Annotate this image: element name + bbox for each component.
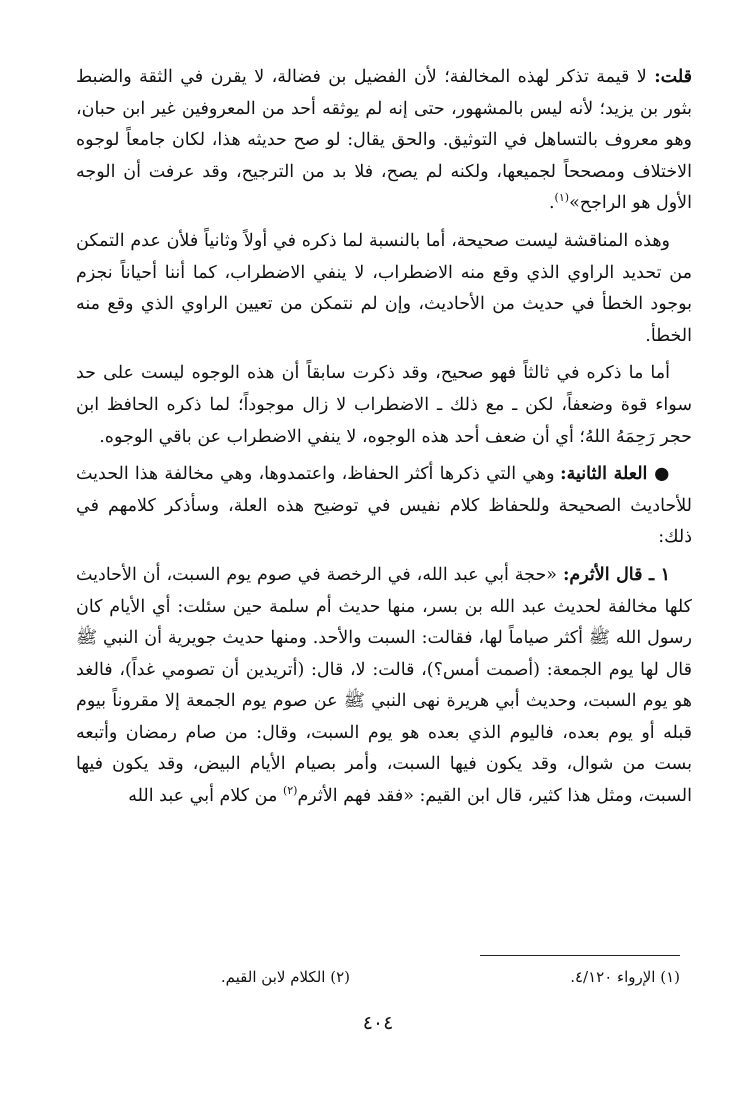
- paragraph-5-lead: ١ ـ قال الأثرم:: [562, 564, 670, 585]
- paragraph-5: [76, 560, 692, 813]
- paragraph-2: وهذه المناقشة ليست صحيحة، أما بالنسبة لما ذكره في أولاً وثانياً فلأن عدم التمكن من تحديد الراوي الذي وقع منه الاضطراب، لا ينفي الاضطراب، كما أننا أحياناً نجزم بوجود الخطأ في حديث من الأحاديث، وإن لم نتمكن من تعيين الراوي الذي وقع منه الخطأ.: [76, 230, 692, 346]
- paragraph-1-end: .: [548, 193, 555, 214]
- footnote-1: (١) الإرواء ٤/١٢٠.: [570, 968, 680, 986]
- paragraph-1: [76, 62, 692, 220]
- paragraph-4-text: وهي التي ذكرها أكثر الحفاظ، واعتمدوها، وهي مخالفة هذا الحديث للأحاديث الصحيحة وللحفاظ كلام نفيس في توضيح هذه العلة، وسأذكر كلامهم في ذلك:: [76, 464, 692, 548]
- footnote-divider: [480, 955, 680, 956]
- paragraph-4: [76, 459, 692, 554]
- paragraph-5-text: «حجة أبي عبد الله، في الرخصة في صوم يوم السبت، أن الأحاديث كلها مخالفة لحديث عبد الله بن بسر، منها حديث أم سلمة حين سئلت: أي الأيام كان رسول الله ﷺ أكثر صياماً لها، فقالت: السبت والأحد. ومنها حديث جويرية أن النبي ﷺ قال لها يوم الجمعة: (أصمت أمس؟)، قالت: لا، قال: (أتريدين أن تصومي غداً)، فالغد هو يوم السبت، وحديث أبي هريرة نهى النبي ﷺ عن صوم يوم الجمعة إلا مقروناً بيوم قبله أو يوم بعده، فاليوم الذي بعده هو يوم السبت، وقال: من صام رمضان وأتبعه بست من شوال، وقد يكون فيها السبت، وأمر بصيام الأيام البيض، وقد يكون فيها السبت، ومثل هذا كثير، قال ابن القيم: «فقد فهم الأثرم: [76, 564, 692, 807]
- bullet-icon: ●: [654, 464, 670, 485]
- footnote-ref-2: (٢): [282, 784, 298, 798]
- paragraph-5-end: من كلام أبي عبد الله: [128, 786, 283, 807]
- footnote-2: (٢) الكلام لابن القيم.: [220, 968, 350, 986]
- page-number: ٤٠٤: [362, 1012, 394, 1034]
- paragraph-1-text: لا قيمة تذكر لهذه المخالفة؛ لأن الفضيل بن فضالة، لا يقرن في الثقة والضبط بثور بن يزيد؛ لأنه ليس بالمشهور، حتى إنه لم يوثقه أحد من المعروفين غير ابن حبان، وهو معروف بالتساهل في التوثيق. والحق يقال: لو صح حديثه هذا، لكان جامعاً لوجوه الاختلاف ومصححاً لجميعها، ولكنه لم يصح، فلا بد من الترجيح، وقد عرفت أن الوجه الأول هو الراجح»: [76, 67, 692, 214]
- main-text: [76, 62, 692, 813]
- paragraph-3: أما ما ذكره في ثالثاً فهو صحيح، وقد ذكرت سابقاً أن هذه الوجوه ليست على حد سواء قوة وضعفاً، لكن ـ مع ذلك ـ الاضطراب لا زال موجوداً؛ لما ذكره الحافظ ابن حجر رَحِمَهُ اللهُ؛ أي أن ضعف أحد هذه الوجوه، لا ينفي الاضطراب عن باقي الوجوه.: [76, 363, 692, 447]
- paragraph-4-lead: العلة الثانية:: [560, 464, 655, 485]
- paragraph-1-lead: قلت:: [654, 67, 692, 87]
- footnote-ref-1: (١): [554, 191, 570, 205]
